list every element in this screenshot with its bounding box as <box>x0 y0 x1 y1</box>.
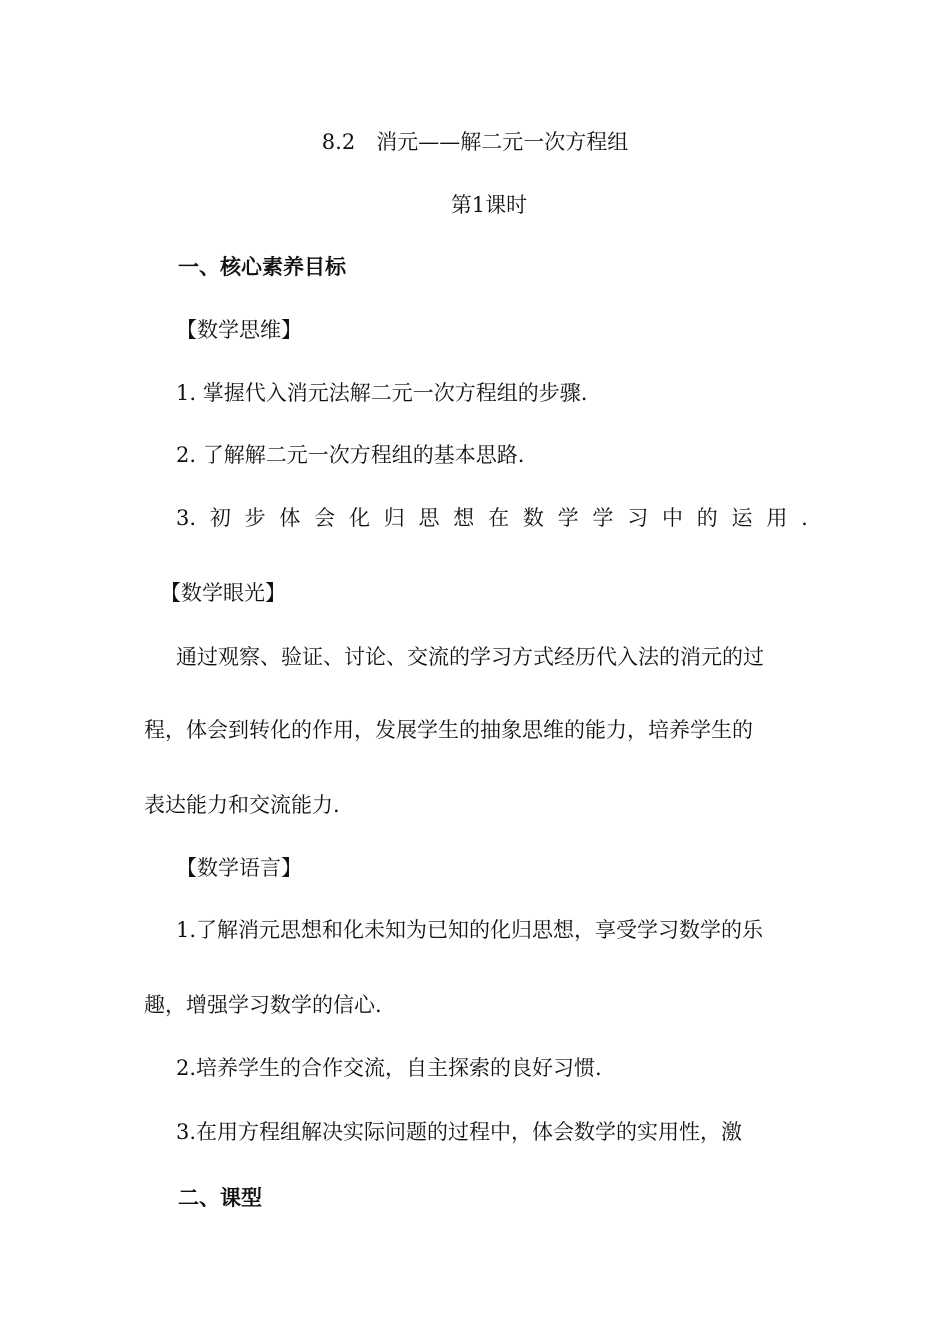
thinking-item-2: 2. 了解解二元一次方程组的基本思路. <box>176 443 525 467</box>
justified-glyph: 3. <box>176 506 197 530</box>
thinking-label: 【数学思维】 <box>176 318 302 342</box>
language-line-1: 1.了解消元思想和化未知为已知的化归思想，享受学习数学的乐 <box>176 918 764 942</box>
justified-glyph: 在 <box>488 506 510 530</box>
justified-glyph: 学 <box>557 506 579 530</box>
justified-glyph: . <box>801 506 808 530</box>
justified-glyph: 思 <box>418 506 440 530</box>
justified-glyph: 想 <box>453 506 475 530</box>
vision-line-2: 程，体会到转化的作用，发展学生的抽象思维的能力，培养学生的 <box>144 718 753 742</box>
lesson-subtitle: 第1课时 <box>450 193 528 217</box>
thinking-item-3 <box>176 503 808 533</box>
justified-glyph: 化 <box>348 506 370 530</box>
justified-glyph: 会 <box>314 506 336 530</box>
justified-glyph: 体 <box>279 506 301 530</box>
justified-glyph: 数 <box>522 506 544 530</box>
language-line-3: 2.培养学生的合作交流，自主探索的良好习惯. <box>176 1056 602 1080</box>
section-heading-lesson-type: 二、课型 <box>178 1185 262 1210</box>
vision-label: 【数学眼光】 <box>160 581 286 605</box>
justified-glyph: 运 <box>731 506 753 530</box>
justified-glyph: 归 <box>383 506 405 530</box>
justified-glyph: 初 <box>209 506 231 530</box>
language-label: 【数学语言】 <box>176 856 302 880</box>
vision-line-3: 表达能力和交流能力. <box>144 793 340 817</box>
vision-line-1: 通过观察、验证、讨论、交流的学习方式经历代入法的消元的过 <box>176 645 764 669</box>
justified-glyph: 用 <box>766 506 788 530</box>
justified-glyph: 中 <box>661 506 683 530</box>
language-line-2: 趣，增强学习数学的信心. <box>144 993 382 1017</box>
section-heading-goals: 一、核心素养目标 <box>178 254 346 279</box>
thinking-item-1: 1. 掌握代入消元法解二元一次方程组的步骤. <box>176 381 588 405</box>
language-line-4: 3.在用方程组解决实际问题的过程中，体会数学的实用性，激 <box>176 1120 743 1144</box>
document-title: 8.2 消元——解二元一次方程组 <box>321 130 629 154</box>
justified-glyph: 步 <box>244 506 266 530</box>
justified-glyph: 习 <box>627 506 649 530</box>
justified-glyph: 的 <box>696 506 718 530</box>
justified-glyph: 学 <box>592 506 614 530</box>
